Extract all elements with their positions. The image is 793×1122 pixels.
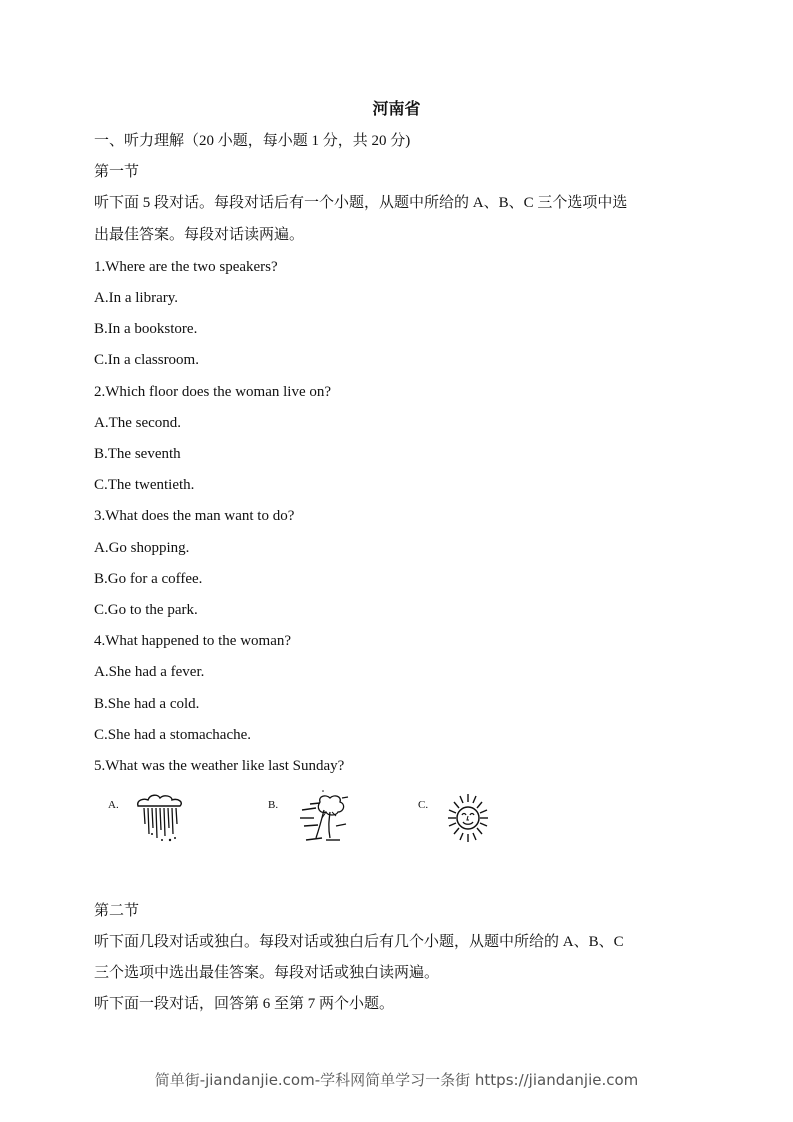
question-1-option-c: C.In a classroom.: [94, 352, 199, 368]
rain-cloud-icon: [132, 790, 192, 846]
question-1-option-b: B.In a bookstore.: [94, 321, 198, 337]
page-title: 河南省: [372, 101, 421, 118]
windy-tree-icon: [296, 790, 358, 848]
question-2-option-a: A.The second.: [94, 415, 182, 431]
part2-sub-instruction: 听下面一段对话，回答第 6 至第 7 两个小题。: [94, 996, 395, 1012]
sun-face-icon: [442, 790, 494, 846]
footer-watermark: 简单街-jiandanjie.com-学科网简单学习一条街 https://jiandanjie.com: [154, 1071, 639, 1089]
question-1-stem: 1.Where are the two speakers?: [94, 259, 278, 275]
picture-option-a-label: A.: [108, 799, 119, 811]
picture-option-c: [418, 790, 508, 850]
question-3-option-a: A.Go shopping.: [94, 540, 190, 556]
picture-option-c-label: C.: [418, 799, 429, 811]
question-5-picture-options: [100, 790, 520, 850]
part2-instructions-cont: 三个选项中选出最佳答案。每段对话或独白读两遍。: [94, 965, 440, 981]
part1-heading: 第一节: [94, 164, 140, 180]
part1-instructions: 听下面 5 段对话。每段对话后有一个小题，从题中所给的 A、B、C 三个选项中选: [94, 195, 628, 211]
question-1-option-a: A.In a library.: [94, 290, 178, 306]
question-4-option-a: A.She had a fever.: [94, 664, 205, 680]
picture-option-b-label: B.: [268, 799, 279, 811]
question-4-option-c: C.She had a stomachache.: [94, 727, 252, 743]
part2-instructions: 听下面几段对话或独白。每段对话或独白后有几个小题，从题中所给的 A、B、C: [94, 934, 624, 950]
part1-instructions-cont: 出最佳答案。每段对话读两遍。: [94, 227, 305, 243]
question-2-stem: 2.Which floor does the woman live on?: [94, 384, 332, 400]
part2-heading: 第二节: [94, 903, 140, 919]
question-3-option-c: C.Go to the park.: [94, 602, 198, 618]
question-4-stem: 4.What happened to the woman?: [94, 633, 292, 649]
question-2-option-c: C.The twentieth.: [94, 477, 195, 493]
picture-option-a: [108, 790, 198, 850]
question-3-option-b: B.Go for a coffee.: [94, 571, 203, 587]
question-3-stem: 3.What does the man want to do?: [94, 508, 295, 524]
question-5-stem: 5.What was the weather like last Sunday?: [94, 758, 345, 774]
picture-option-b: [268, 790, 358, 850]
question-2-option-b: B.The seventh: [94, 446, 181, 462]
section-heading: 一、听力理解（20 小题，每小题 1 分，共 20 分): [94, 133, 411, 149]
question-4-option-b: B.She had a cold.: [94, 696, 200, 712]
